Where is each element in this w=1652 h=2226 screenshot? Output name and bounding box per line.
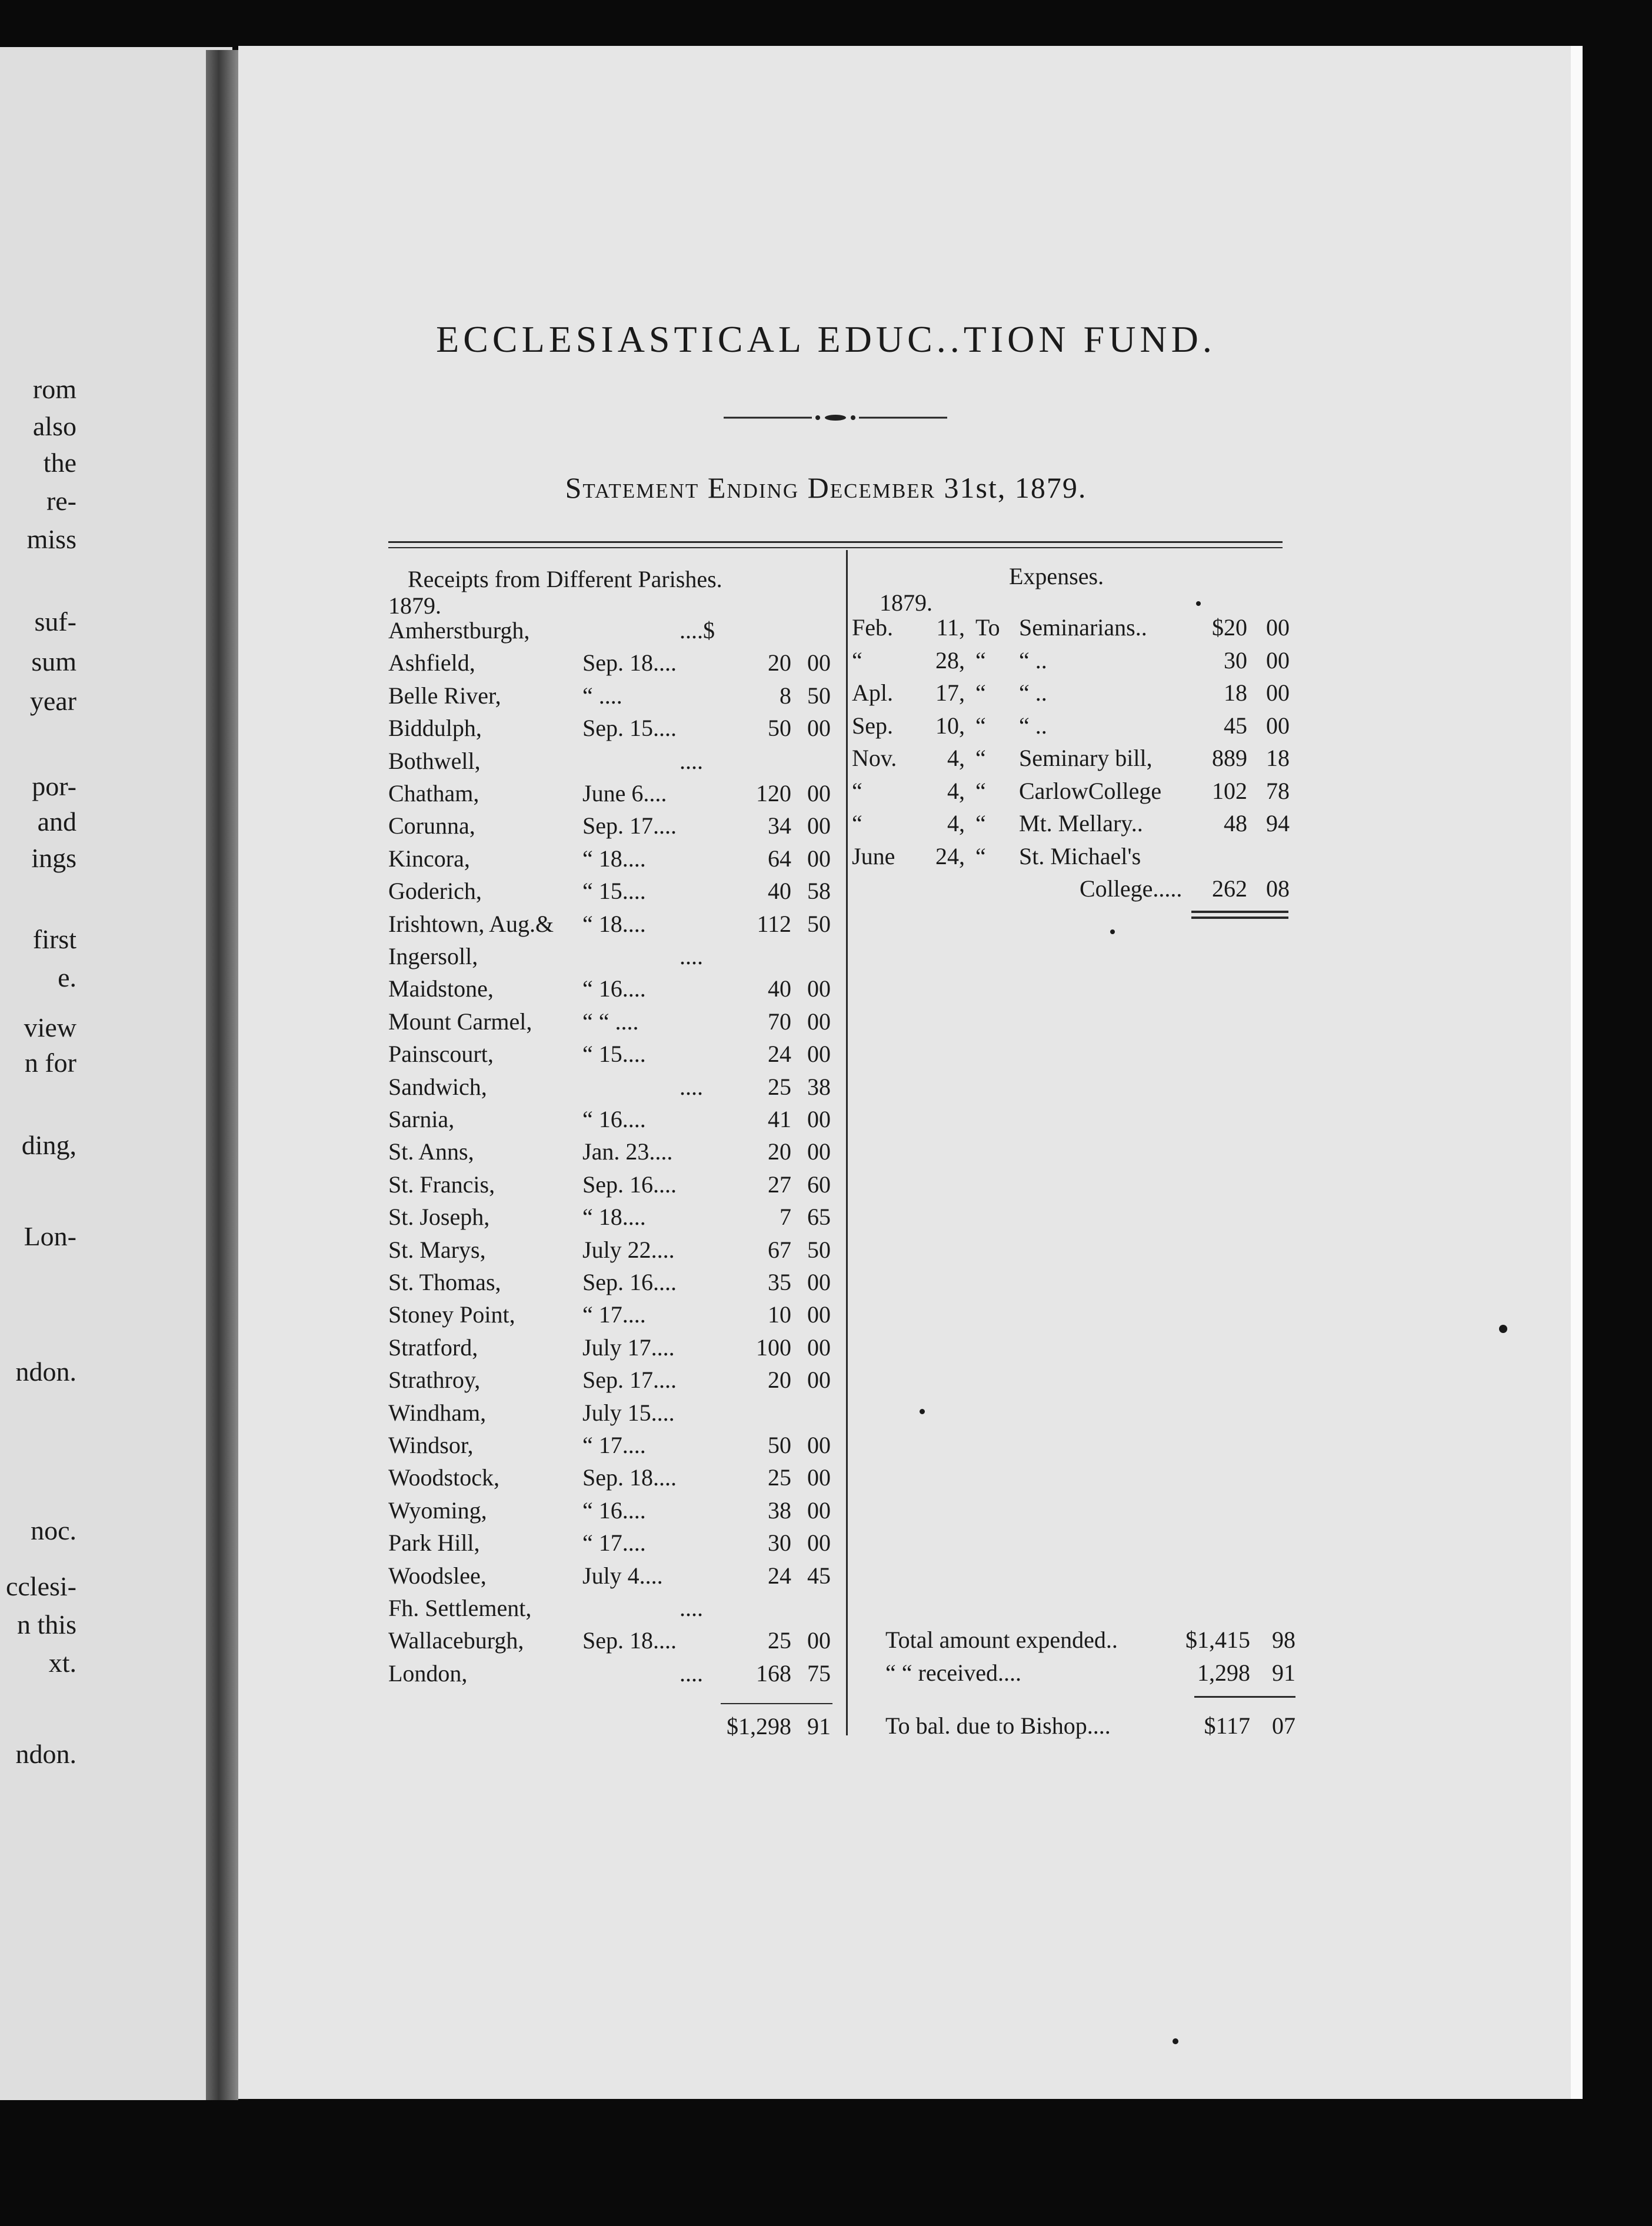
expense-dollars: $20 [1212, 614, 1247, 641]
receipt-cents: 00 [807, 1301, 831, 1328]
receipt-date: Jan. 23.... [582, 1138, 673, 1165]
left-page-fragment: cclesi- [5, 1571, 76, 1601]
receipt-date: “ 16.... [582, 1497, 646, 1524]
ornament-divider [724, 415, 947, 421]
receipt-cents: 58 [807, 878, 831, 905]
receipt-dollars: 20 [768, 1367, 791, 1394]
receipt-cents: 45 [807, 1562, 831, 1589]
expense-day: 17, [935, 679, 965, 706]
summary-cents: 91 [1272, 1659, 1295, 1686]
receipt-parish: Chatham, [388, 780, 479, 807]
receipt-cents: 00 [807, 715, 831, 742]
expense-to: “ [975, 712, 986, 739]
subtitle-date: 31st, 1879. [944, 471, 1087, 504]
receipt-parish: Kincora, [388, 845, 470, 872]
receipt-parish: Park Hill, [388, 1529, 480, 1557]
expense-dollars: 48 [1224, 810, 1247, 837]
receipt-date: “ 18.... [582, 845, 646, 872]
expense-dollars: 102 [1212, 777, 1247, 804]
balance-label: To bal. due to Bishop.... [885, 1712, 1111, 1739]
receipt-date: “ 18.... [582, 910, 646, 937]
ink-speck [1196, 601, 1201, 606]
ink-speck [1499, 1325, 1507, 1333]
receipt-dots: .... [680, 1595, 703, 1621]
receipt-parish: Belle River, [388, 682, 501, 709]
receipt-date: “ 17.... [582, 1432, 646, 1458]
expense-day: 4, [947, 777, 965, 804]
receipt-parish: Ashfield, [388, 649, 475, 677]
receipt-cents: 00 [807, 1269, 831, 1295]
summary-dollars: $1,415 [1185, 1627, 1250, 1653]
receipt-date: “ 15.... [582, 1041, 646, 1068]
receipt-date: Sep. 18.... [582, 1627, 677, 1654]
expense-month: Sep. [852, 712, 893, 739]
expense-day: 10, [935, 712, 965, 739]
receipt-cents: 00 [807, 1106, 831, 1132]
receipts-total-dollars: $1,298 [727, 1713, 791, 1740]
receipt-cents: 00 [807, 1432, 831, 1458]
receipt-parish: Painscourt, [388, 1041, 494, 1068]
subtitle-statement: Statement [565, 471, 700, 504]
receipt-date: Sep. 15.... [582, 715, 677, 742]
receipt-parish: Bothwell, [388, 747, 481, 774]
expense-item: College..... [1080, 875, 1183, 902]
receipt-date: July 22.... [582, 1236, 675, 1263]
receipt-dollars: 70 [768, 1008, 791, 1035]
expense-day: 11, [936, 614, 965, 641]
receipt-dollars: 25 [768, 1464, 791, 1491]
expense-cents: 78 [1266, 777, 1290, 804]
receipt-cents: 75 [807, 1659, 831, 1687]
receipt-parish: Ingersoll, [388, 943, 478, 969]
receipt-dollars: 40 [768, 975, 791, 1002]
receipt-date: Sep. 16.... [582, 1171, 677, 1198]
receipt-dollars: 50 [768, 715, 791, 742]
left-page-fragment: also [32, 411, 76, 441]
expense-to: “ [975, 842, 986, 869]
receipt-parish: Maidstone, [388, 975, 494, 1002]
expense-cents: 18 [1266, 745, 1290, 771]
receipts-total-cents: 91 [807, 1713, 831, 1740]
receipt-date: “ 16.... [582, 1106, 646, 1132]
expense-to: “ [975, 810, 986, 837]
statement-subtitle [0, 471, 1652, 505]
expense-item: “ .. [1019, 712, 1047, 739]
expense-day: 28, [935, 647, 965, 674]
receipt-parish: Woodslee, [388, 1562, 487, 1589]
expense-item: Seminarians.. [1019, 614, 1147, 641]
receipt-parish: Windham, [388, 1399, 487, 1426]
expense-month: Apl. [852, 679, 893, 706]
expense-cents: 00 [1266, 712, 1290, 739]
left-page-fragment: ndon. [15, 1739, 76, 1769]
receipt-dollars: 10 [768, 1301, 791, 1328]
left-page-fragment: e. [58, 962, 76, 992]
expense-day: 4, [947, 810, 965, 837]
expense-month: “ [852, 777, 862, 804]
receipt-parish: Mount Carmel, [388, 1008, 532, 1035]
left-page-fragment: n this [17, 1609, 76, 1639]
left-page-fragment: re- [46, 486, 76, 516]
expenses-double-rule-2 [1191, 917, 1288, 919]
expenses-heading: Expenses. [1009, 563, 1104, 589]
receipt-parish: Stratford, [388, 1334, 478, 1361]
receipt-parish: St. Anns, [388, 1138, 474, 1165]
receipt-cents: 50 [807, 682, 831, 709]
receipt-dollars: 34 [768, 812, 791, 839]
summary-dollars: 1,298 [1197, 1659, 1250, 1686]
receipt-date: Sep. 18.... [582, 1464, 677, 1491]
receipt-cents: 50 [807, 1236, 831, 1263]
receipt-date: “ 17.... [582, 1301, 646, 1328]
receipts-total-rule [721, 1703, 832, 1704]
expense-cents: 00 [1266, 679, 1290, 706]
left-page-fragment: ings [31, 843, 76, 873]
receipt-dots: .... [680, 1659, 703, 1687]
left-page-fragment: rom [32, 374, 76, 404]
left-page-fragment: suf- [34, 607, 76, 637]
balance-dollars: $117 [1204, 1712, 1250, 1739]
expenses-double-rule [1191, 911, 1288, 913]
receipt-date: Sep. 17.... [582, 1367, 677, 1394]
expense-cents: 00 [1266, 647, 1290, 674]
ink-speck [920, 1409, 925, 1414]
receipt-dollars: 40 [768, 878, 791, 905]
receipt-dollars: 64 [768, 845, 791, 872]
expense-cents: 08 [1266, 875, 1290, 902]
expense-item: Mt. Mellary.. [1019, 810, 1143, 837]
expense-month: “ [852, 810, 862, 837]
receipt-date: “ 15.... [582, 878, 646, 905]
expense-item: “ .. [1019, 679, 1047, 706]
receipt-parish: Wallaceburgh, [388, 1627, 524, 1654]
expense-item: Seminary bill, [1019, 745, 1153, 771]
receipt-date: July 4.... [582, 1562, 663, 1589]
receipt-date: July 15.... [582, 1399, 675, 1426]
receipt-cents: 00 [807, 1464, 831, 1491]
expense-month: Nov. [852, 745, 897, 771]
receipt-dollars: 8 [780, 682, 791, 709]
receipt-cents: 00 [807, 780, 831, 807]
ink-speck [1110, 929, 1115, 934]
expense-dollars: 18 [1224, 679, 1247, 706]
receipt-parish: Fh. Settlement, [388, 1595, 532, 1621]
left-page-fragment: and [37, 807, 76, 837]
receipt-parish: St. Joseph, [388, 1204, 490, 1231]
receipt-dollars: 168 [756, 1659, 791, 1687]
receipt-dollars: 24 [768, 1041, 791, 1068]
left-page-fragment: noc. [31, 1515, 76, 1545]
left-page-fragment: ndon. [15, 1357, 76, 1387]
receipt-date: “ “ .... [582, 1008, 639, 1035]
expense-to: “ [975, 647, 986, 674]
receipt-cents: 00 [807, 1041, 831, 1068]
top-rule [388, 541, 1283, 543]
expenses-year: 1879. [880, 589, 932, 616]
receipt-parish: Sandwich, [388, 1073, 487, 1100]
receipt-parish: St. Francis, [388, 1171, 495, 1198]
receipt-dollars: 25 [768, 1073, 791, 1100]
left-page-fragment: sum [31, 647, 76, 677]
left-page-fragment: the [43, 448, 76, 478]
receipt-parish: Amherstburgh, [388, 617, 530, 644]
receipt-parish: Strathroy, [388, 1367, 481, 1394]
expense-dollars: 262 [1212, 875, 1247, 902]
expense-day: 24, [935, 842, 965, 869]
receipts-heading: Receipts from Different Parishes. [408, 566, 722, 592]
receipt-cents: 00 [807, 649, 831, 677]
left-page-fragment: xt. [48, 1648, 76, 1678]
receipt-parish: Stoney Point, [388, 1301, 515, 1328]
receipt-dollars: 50 [768, 1432, 791, 1458]
expense-month: Feb. [852, 614, 893, 641]
left-page-fragment: ding, [21, 1130, 76, 1160]
left-page-fragment: por- [32, 771, 76, 801]
receipt-dollars: 25 [768, 1627, 791, 1654]
expense-dollars: 30 [1224, 647, 1247, 674]
receipt-dots: .... [680, 943, 703, 969]
expense-item: CarlowCollege [1019, 777, 1162, 804]
receipt-cents: 50 [807, 910, 831, 937]
receipt-parish: Irishtown, Aug.& [388, 910, 554, 937]
left-page-fragment: Lon- [24, 1221, 76, 1251]
receipt-parish: Corunna, [388, 812, 475, 839]
expense-to: To [975, 614, 1000, 641]
receipt-date: Sep. 17.... [582, 812, 677, 839]
left-page-fragment: n for [24, 1048, 76, 1078]
expense-to: “ [975, 679, 986, 706]
receipt-cents: 00 [807, 812, 831, 839]
receipt-dollars: 120 [756, 780, 791, 807]
receipt-dots: .... [680, 1073, 703, 1100]
left-page-fragment: view [24, 1012, 76, 1042]
receipt-cents: 65 [807, 1204, 831, 1231]
left-page-fragment: first [32, 924, 76, 954]
receipt-parish: Biddulph, [388, 715, 482, 742]
receipt-dollars: 100 [756, 1334, 791, 1361]
receipt-cents: 38 [807, 1073, 831, 1100]
receipt-dollars: 27 [768, 1171, 791, 1198]
receipt-cents: 60 [807, 1171, 831, 1198]
expense-item: St. Michael's [1019, 842, 1141, 869]
receipt-dollars: 41 [768, 1106, 791, 1132]
ink-speck [1173, 2038, 1178, 2044]
top-rule-thin [388, 547, 1283, 548]
receipt-parish: Goderich, [388, 878, 482, 905]
summary-rule [1194, 1696, 1295, 1698]
left-page-fragment: miss [26, 524, 76, 554]
expense-dollars: 45 [1224, 712, 1247, 739]
receipt-dollars: 67 [768, 1236, 791, 1263]
receipt-cents: 00 [807, 1529, 831, 1557]
expense-item: “ .. [1019, 647, 1047, 674]
receipt-date: “ 18.... [582, 1204, 646, 1231]
receipt-date: “ 16.... [582, 975, 646, 1002]
receipt-dollars: 38 [768, 1497, 791, 1524]
receipt-dollars: 7 [780, 1204, 791, 1231]
expense-dollars: 889 [1212, 745, 1247, 771]
subtitle-ending: Ending [707, 471, 800, 504]
receipt-dollars: 24 [768, 1562, 791, 1589]
receipt-dollars: 20 [768, 649, 791, 677]
receipt-dollars: 35 [768, 1269, 791, 1295]
receipt-dots: .... [680, 747, 703, 774]
receipt-date: Sep. 18.... [582, 649, 677, 677]
receipt-cents: 00 [807, 845, 831, 872]
receipt-parish: St. Thomas, [388, 1269, 501, 1295]
receipt-parish: Wyoming, [388, 1497, 487, 1524]
receipt-dollars: 30 [768, 1529, 791, 1557]
receipt-parish: St. Marys, [388, 1236, 486, 1263]
receipt-cents: 00 [807, 1008, 831, 1035]
expense-to: “ [975, 777, 986, 804]
receipt-dollars: 20 [768, 1138, 791, 1165]
receipt-date: July 17.... [582, 1334, 675, 1361]
receipt-parish: Woodstock, [388, 1464, 499, 1491]
expense-to: “ [975, 745, 986, 771]
receipt-cents: 00 [807, 975, 831, 1002]
balance-cents: 07 [1272, 1712, 1295, 1739]
receipt-date: Sep. 16.... [582, 1269, 677, 1295]
receipt-dollars: 112 [757, 910, 791, 937]
receipt-date: June 6.... [582, 780, 667, 807]
receipt-date: “ 17.... [582, 1529, 646, 1557]
expense-month: “ [852, 647, 862, 674]
left-page-fragment: year [29, 686, 76, 716]
expense-cents: 94 [1266, 810, 1290, 837]
summary-label: “ “ received.... [885, 1659, 1021, 1686]
receipt-parish: Windsor, [388, 1432, 474, 1458]
receipt-cents: 00 [807, 1367, 831, 1394]
expense-cents: 00 [1266, 614, 1290, 641]
receipt-cents: 00 [807, 1334, 831, 1361]
receipt-cents: 00 [807, 1497, 831, 1524]
summary-cents: 98 [1272, 1627, 1295, 1653]
receipts-year: 1879. [388, 592, 441, 619]
column-divider [846, 550, 848, 1735]
receipt-parish: London, [388, 1659, 468, 1687]
expense-day: 4, [947, 745, 965, 771]
document-title: ECCLESIASTICAL EDUC..TION FUND. [436, 318, 1216, 360]
summary-label: Total amount expended.. [885, 1627, 1118, 1653]
expense-month: June [852, 842, 895, 869]
receipt-date: “ .... [582, 682, 622, 709]
subtitle-december: December [807, 471, 936, 504]
receipt-cents: 00 [807, 1627, 831, 1654]
receipt-dots: ....$ [680, 617, 715, 644]
receipt-parish: Sarnia, [388, 1106, 455, 1132]
receipt-cents: 00 [807, 1138, 831, 1165]
